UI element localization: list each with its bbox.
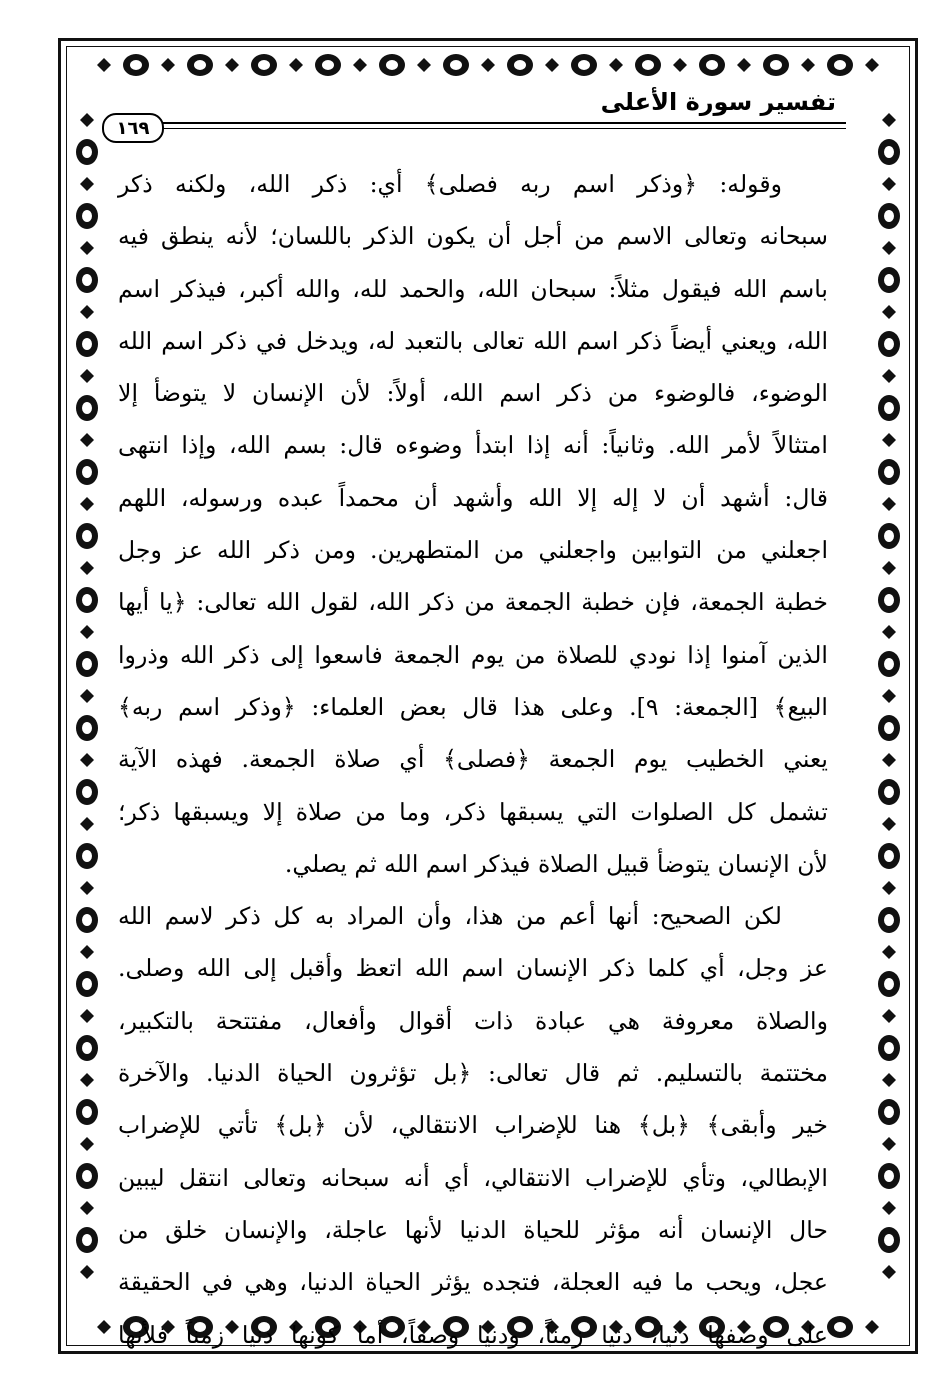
text-line: وقوله: ﴿وذكر اسم ربه فصلى﴾ أي: ذكر الله، ولكنه ذكر: [118, 170, 782, 198]
diamond-ornament-icon: [80, 1265, 94, 1279]
disc-ornament-inner-icon: [884, 402, 894, 414]
diamond-ornament-icon: [882, 241, 896, 255]
disc-ornament-inner-icon: [884, 786, 894, 798]
diamond-ornament-icon: [161, 58, 175, 72]
disc-ornament-inner-icon: [258, 60, 270, 70]
disc-ornament-inner-icon: [884, 594, 894, 606]
diamond-ornament-icon: [80, 113, 94, 127]
diamond-ornament-icon: [80, 817, 94, 831]
diamond-ornament-icon: [80, 1009, 94, 1023]
body-text: [118, 158, 828, 1361]
text-line: الوضوء، فالوضوء من ذكر اسم الله، أولاً: لأن الإنسان لا يتوضأ إلا: [118, 379, 828, 408]
text-line: تشمل كل الصلوات التي يسبقها ذكر، وما من صلاة إلا ويسبقها ذكر؛: [118, 797, 828, 826]
disc-ornament-inner-icon: [884, 530, 894, 542]
text-line: عز وجل، أي كلما ذكر الإنسان اسم الله اتعظ وأقبل إلى الله وصلى.: [118, 954, 828, 983]
diamond-ornament-icon: [865, 1320, 879, 1334]
disc-ornament-inner-icon: [82, 594, 92, 606]
disc-ornament-inner-icon: [884, 274, 894, 286]
disc-ornament-inner-icon: [884, 146, 894, 158]
diamond-ornament-icon: [80, 305, 94, 319]
diamond-ornament-icon: [882, 433, 896, 447]
page-number-badge: ١٦٩: [102, 113, 164, 143]
diamond-ornament-icon: [80, 1073, 94, 1087]
diamond-ornament-icon: [80, 753, 94, 767]
diamond-ornament-icon: [609, 58, 623, 72]
disc-ornament-inner-icon: [884, 1042, 894, 1054]
diamond-ornament-icon: [80, 497, 94, 511]
disc-ornament-inner-icon: [194, 60, 206, 70]
diamond-ornament-icon: [673, 58, 687, 72]
disc-ornament-inner-icon: [82, 466, 92, 478]
diamond-ornament-icon: [80, 881, 94, 895]
disc-ornament-inner-icon: [82, 1170, 92, 1182]
text-line: امتثالاً لأمر الله. وثانياً: أنه إذا ابتدأ وضوءه قال: بسم الله، وإذا انتهى: [118, 431, 828, 460]
diamond-ornament-icon: [80, 561, 94, 575]
text-line: مختتمة بالتسليم. ثم قال تعالى: ﴿بل تؤثرون الحياة الدنيا. والآخرة: [118, 1059, 828, 1088]
diamond-ornament-icon: [882, 753, 896, 767]
diamond-ornament-icon: [80, 1201, 94, 1215]
disc-ornament-inner-icon: [82, 274, 92, 286]
diamond-ornament-icon: [80, 945, 94, 959]
diamond-ornament-icon: [80, 369, 94, 383]
diamond-ornament-icon: [353, 58, 367, 72]
text-line: الله، ويعني أيضاً ذكر اسم الله تعالى بالتعبد له، ويدخل في ذكر اسم الله: [118, 326, 828, 355]
disc-ornament-inner-icon: [82, 658, 92, 670]
text-line: عجل، ويحب ما فيه العجلة، فتجده يؤثر الحياة الدنيا، وهي في الحقيقة: [118, 1268, 828, 1297]
disc-ornament-inner-icon: [82, 338, 92, 350]
disc-ornament-inner-icon: [82, 402, 92, 414]
disc-ornament-inner-icon: [884, 1106, 894, 1118]
text-line: الإبطالي، وتأي للإضراب الانتقالي، أي أنه سبحانه وتعالى انتقل ليبين: [118, 1163, 828, 1192]
disc-ornament-inner-icon: [82, 1042, 92, 1054]
text-line: الذين آمنوا إذا نودي للصلاة من يوم الجمعة فاسعوا إلى ذكر الله وذروا: [118, 640, 828, 669]
diamond-ornament-icon: [225, 58, 239, 72]
diamond-ornament-icon: [80, 689, 94, 703]
disc-ornament-inner-icon: [884, 658, 894, 670]
diamond-ornament-icon: [882, 817, 896, 831]
disc-ornament-inner-icon: [82, 786, 92, 798]
text-line: البيع﴾ [الجمعة: ٩]. وعلى هذا قال بعض العلماء: ﴿وذكر اسم ربه﴾: [118, 692, 828, 721]
disc-ornament-inner-icon: [884, 466, 894, 478]
disc-ornament-inner-icon: [82, 1234, 92, 1246]
ornament-pattern: [68, 84, 106, 1308]
disc-ornament-inner-icon: [82, 530, 92, 542]
ornament-border-top: [68, 46, 908, 84]
text-line: لكن الصحيح: أنها أعم من هذا، وأن المراد به كل ذكر لاسم الله: [118, 902, 782, 931]
diamond-ornament-icon: [882, 1201, 896, 1215]
text-line: سبحانه وتعالى الاسم من أجل أن يكون الذكر باللسان؛ لأنه ينطق فيه: [118, 222, 828, 251]
text-line: خطبة الجمعة، فإن خطبة الجمعة من ذكر الله، لقول الله تعالى: ﴿يا أيها: [118, 588, 828, 617]
text-line: باسم الله فيقول مثلاً: سبحان الله، والحمد لله، والله أكبر، فيذكر اسم: [118, 274, 828, 303]
diamond-ornament-icon: [882, 1009, 896, 1023]
diamond-ornament-icon: [882, 689, 896, 703]
disc-ornament-inner-icon: [82, 210, 92, 222]
text-line: خير وأبقى﴾ ﴿بل﴾ هنا للإضراب الانتقالي، لأن ﴿بل﴾ تأتي للإضراب: [118, 1111, 828, 1140]
disc-ornament-inner-icon: [834, 60, 846, 70]
disc-ornament-inner-icon: [884, 850, 894, 862]
diamond-ornament-icon: [882, 497, 896, 511]
diamond-ornament-icon: [882, 1137, 896, 1151]
disc-ornament-inner-icon: [884, 978, 894, 990]
disc-ornament-inner-icon: [884, 722, 894, 734]
running-header-title: تفسير سورة الأعلى: [600, 88, 836, 116]
diamond-ornament-icon: [417, 58, 431, 72]
diamond-ornament-icon: [865, 58, 879, 72]
disc-ornament-inner-icon: [322, 60, 334, 70]
disc-ornament-inner-icon: [130, 60, 142, 70]
disc-ornament-inner-icon: [82, 722, 92, 734]
disc-ornament-inner-icon: [706, 60, 718, 70]
diamond-ornament-icon: [80, 625, 94, 639]
disc-ornament-inner-icon: [82, 978, 92, 990]
disc-ornament-inner-icon: [82, 850, 92, 862]
diamond-ornament-icon: [80, 177, 94, 191]
diamond-ornament-icon: [882, 369, 896, 383]
diamond-ornament-icon: [882, 1265, 896, 1279]
disc-ornament-inner-icon: [770, 60, 782, 70]
ornament-border-left: [68, 84, 106, 1308]
disc-ornament-inner-icon: [884, 1170, 894, 1182]
diamond-ornament-icon: [882, 945, 896, 959]
text-line: اجعلني من التوابين واجعلني من المتطهرين. ومن ذكر الله عز وجل: [118, 536, 828, 565]
diamond-ornament-icon: [737, 58, 751, 72]
disc-ornament-inner-icon: [884, 338, 894, 350]
disc-ornament-inner-icon: [578, 60, 590, 70]
diamond-ornament-icon: [801, 58, 815, 72]
header-rule-thin: [158, 128, 846, 129]
disc-ornament-inner-icon: [884, 914, 894, 926]
text-line: يعني الخطيب يوم الجمعة ﴿فصلى﴾ أي صلاة الجمعة. فهذه الآية: [118, 745, 828, 774]
text-line: والصلاة معروفة هي عبادة ذات أقوال وأفعال، مفتتحة بالتكبير،: [118, 1006, 828, 1035]
disc-ornament-inner-icon: [82, 146, 92, 158]
diamond-ornament-icon: [882, 625, 896, 639]
diamond-ornament-icon: [80, 241, 94, 255]
diamond-ornament-icon: [882, 561, 896, 575]
disc-ornament-inner-icon: [884, 1234, 894, 1246]
disc-ornament-inner-icon: [450, 60, 462, 70]
disc-ornament-inner-icon: [386, 60, 398, 70]
disc-ornament-inner-icon: [642, 60, 654, 70]
disc-ornament-inner-icon: [514, 60, 526, 70]
ornament-border-right: [870, 84, 908, 1308]
disc-ornament-inner-icon: [82, 1106, 92, 1118]
diamond-ornament-icon: [97, 1320, 111, 1334]
text-line: قال: أشهد أن لا إله إلا الله وأشهد أن محمداً عبده ورسوله، اللهم: [118, 483, 828, 512]
diamond-ornament-icon: [289, 58, 303, 72]
text-line: لأن الإنسان يتوضأ قبيل الصلاة فيذكر اسم الله ثم يصلي.: [284, 849, 828, 878]
diamond-ornament-icon: [80, 1137, 94, 1151]
ornament-pattern: [870, 84, 908, 1308]
diamond-ornament-icon: [882, 305, 896, 319]
diamond-ornament-icon: [97, 58, 111, 72]
disc-ornament-inner-icon: [82, 914, 92, 926]
header-rule: [158, 122, 846, 124]
diamond-ornament-icon: [882, 177, 896, 191]
diamond-ornament-icon: [545, 58, 559, 72]
diamond-ornament-icon: [882, 113, 896, 127]
text-line: حال الإنسان أنه مؤثر للحياة الدنيا لأنها عاجلة، والإنسان خلق من: [118, 1215, 828, 1244]
diamond-ornament-icon: [882, 1073, 896, 1087]
diamond-ornament-icon: [80, 433, 94, 447]
ornament-pattern: [68, 46, 908, 84]
disc-ornament-inner-icon: [834, 1322, 846, 1332]
diamond-ornament-icon: [481, 58, 495, 72]
disc-ornament-inner-icon: [884, 210, 894, 222]
text-line: على وصفها دنيا، دنيا زمناً، ودنيا وصفاً، أما كونها دنيا زمناً فلأنها: [118, 1320, 828, 1349]
diamond-ornament-icon: [882, 881, 896, 895]
